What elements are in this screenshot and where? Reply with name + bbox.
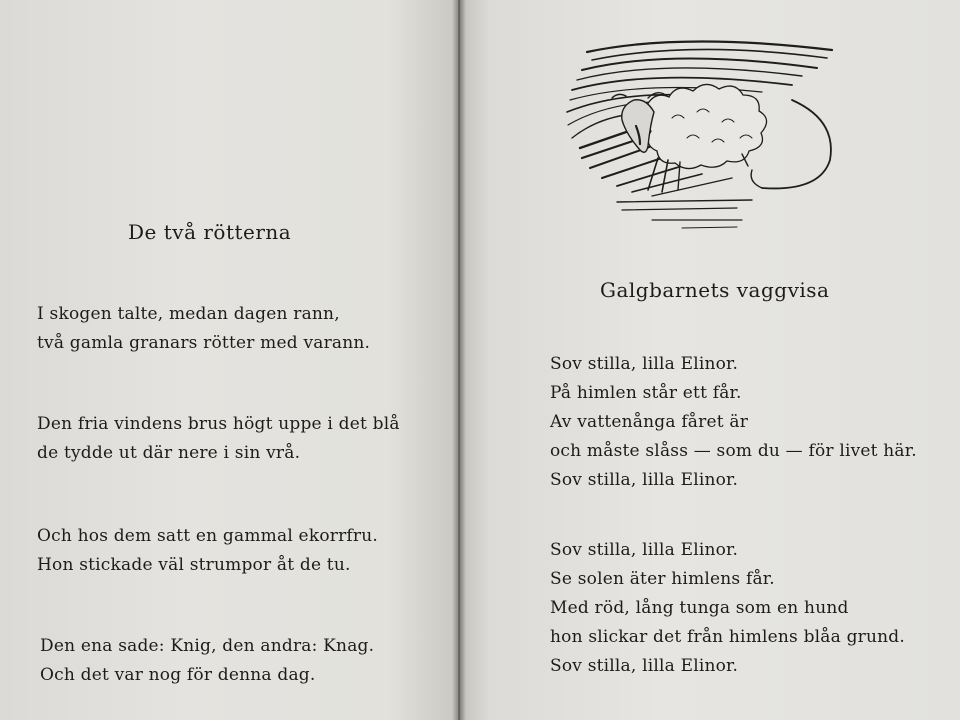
left-stanza-2	[37, 410, 400, 468]
left-page	[0, 0, 458, 720]
poem-line: Med röd, lång tunga som en hund	[550, 598, 849, 618]
poem-line: och måste slåss — som du — för livet här.	[550, 441, 917, 461]
poem-line: Hon stickade väl strumpor åt de tu.	[37, 555, 351, 575]
poem-line: Och hos dem satt en gammal ekorrfru.	[37, 526, 378, 546]
poem-line: Den fria vindens brus högt uppe i det blå	[37, 414, 400, 434]
left-stanza-4	[40, 632, 374, 690]
poem-line: Sov stilla, lilla Elinor.	[550, 540, 739, 560]
poem-line: Se solen äter himlens får.	[550, 569, 775, 589]
sheep-cloud-illustration	[562, 30, 842, 235]
poem-title-galgbarnets-vaggvisa: Galgbarnets vaggvisa	[600, 278, 830, 302]
right-stanza-1	[550, 350, 917, 495]
left-stanza-3	[37, 522, 378, 580]
poem-line: de tydde ut där nere i sin vrå.	[37, 443, 301, 463]
poem-line: Sov stilla, lilla Elinor.	[550, 354, 739, 374]
poem-title-de-tva-rotterna: De två rötterna	[128, 220, 292, 244]
poem-line: Sov stilla, lilla Elinor.	[550, 656, 739, 676]
poem-line: Den ena sade: Knig, den andra: Knag.	[40, 636, 375, 656]
poem-line: två gamla granars rötter med varann.	[37, 333, 371, 353]
poem-line: hon slickar det från himlens blåa grund.	[550, 627, 905, 647]
poem-line: Av vattenånga fåret är	[550, 412, 749, 432]
poem-line: I skogen talte, medan dagen rann,	[37, 304, 340, 324]
book-gutter	[452, 0, 466, 720]
poem-line: Sov stilla, lilla Elinor.	[550, 470, 739, 490]
right-stanza-2	[550, 536, 905, 681]
poem-line: Och det var nog för denna dag.	[40, 665, 316, 685]
poem-line: På himlen står ett får.	[550, 383, 742, 403]
left-stanza-1	[37, 300, 370, 358]
